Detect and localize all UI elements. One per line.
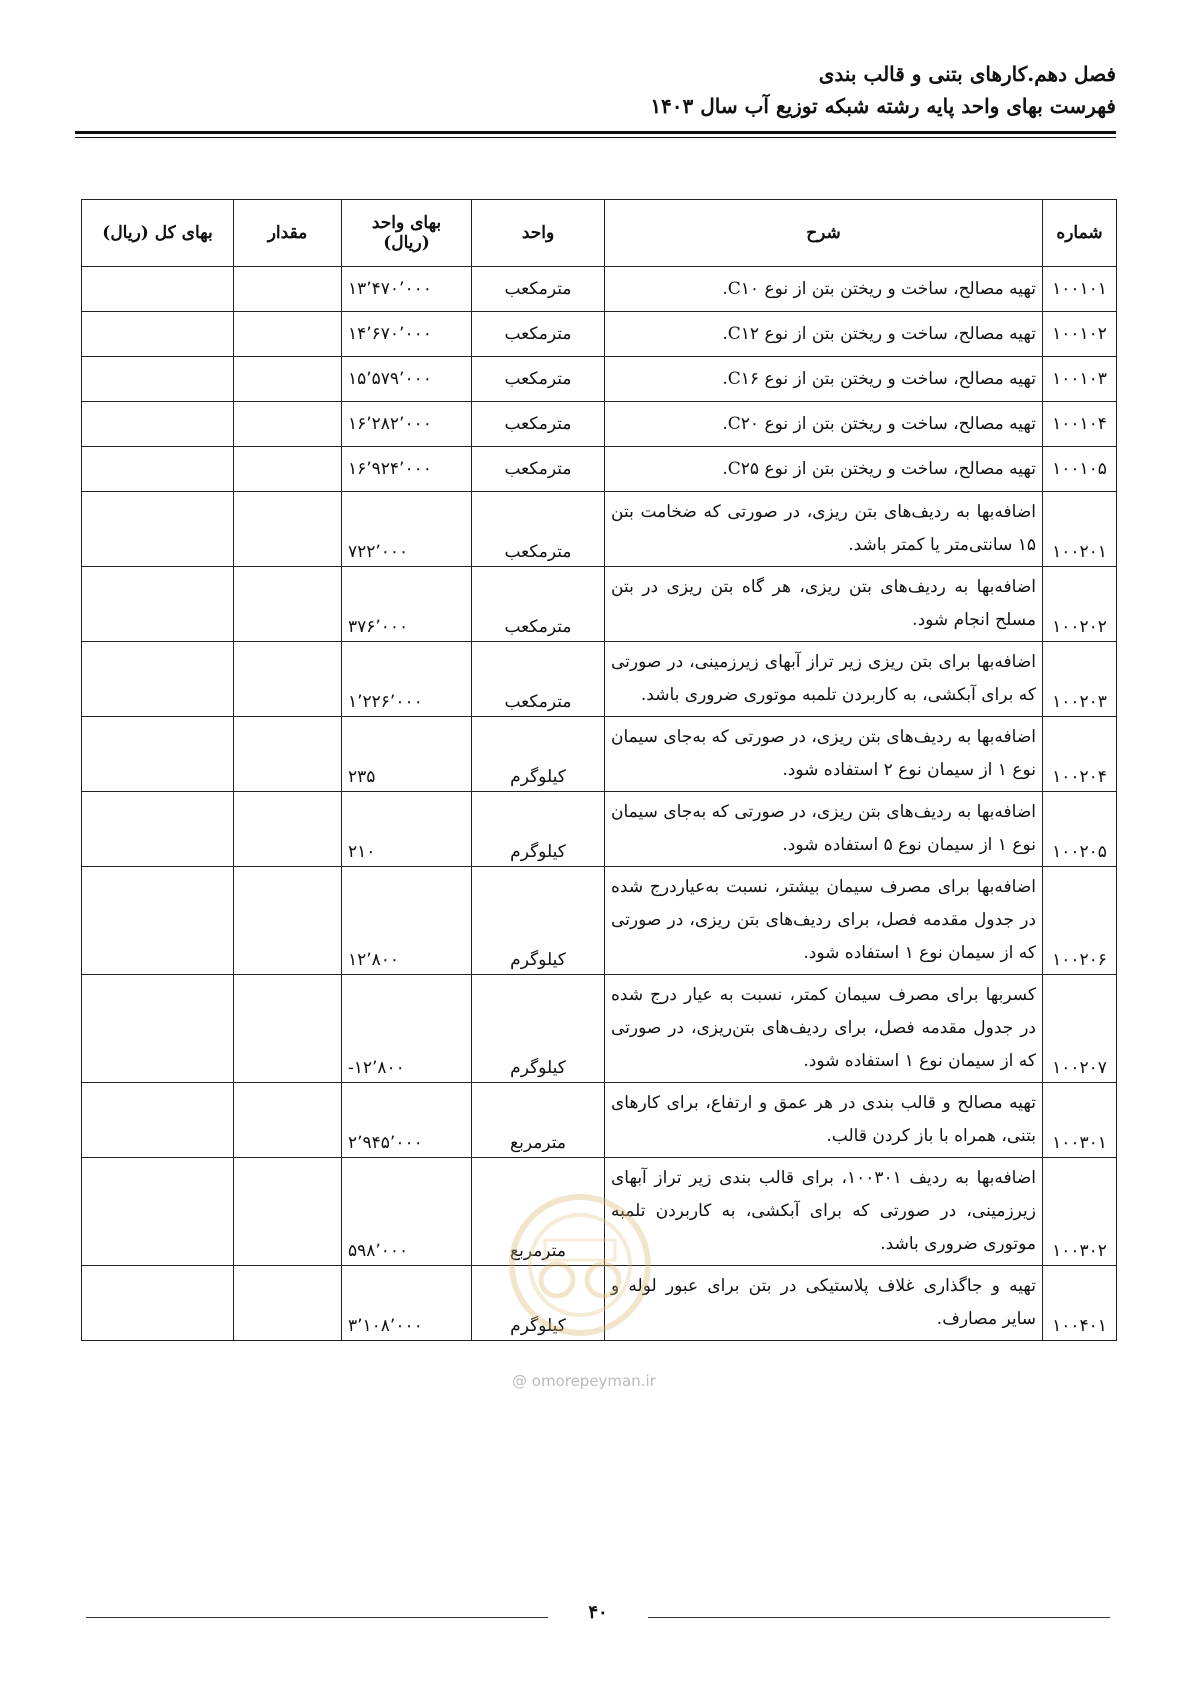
row-total-price (82, 312, 234, 357)
row-unit: کیلوگرم (472, 975, 605, 1083)
table-row (82, 1266, 1117, 1341)
row-total-price (82, 867, 234, 975)
row-unit-price: ۱۶٬۲۸۲٬۰۰۰ (342, 402, 472, 447)
row-unit: مترمکعب (472, 447, 605, 492)
table-row (82, 492, 1117, 567)
footer-rule-left (86, 1617, 548, 1618)
row-unit: کیلوگرم (472, 717, 605, 792)
row-unit-price: -۱۲٬۸۰۰ (342, 975, 472, 1083)
table-row (82, 267, 1117, 312)
row-unit-price: ۲۳۵ (342, 717, 472, 792)
row-unit: کیلوگرم (472, 867, 605, 975)
row-unit-price: ۵۹۸٬۰۰۰ (342, 1158, 472, 1266)
row-code: ۱۰۰۲۰۶ (1043, 867, 1117, 975)
row-quantity (234, 312, 342, 357)
row-code: ۱۰۰۲۰۵ (1043, 792, 1117, 867)
row-total-price (82, 642, 234, 717)
row-total-price (82, 792, 234, 867)
row-description: اضافه‌بها به ردیف‌های بتن ریزی، در صورتی که به‌جای سیمان نوع ۱ از سیمان نوع ۲ استفاده شود. (605, 717, 1043, 792)
row-code: ۱۰۰۲۰۳ (1043, 642, 1117, 717)
row-quantity (234, 1083, 342, 1158)
row-code: ۱۰۰۲۰۱ (1043, 492, 1117, 567)
row-total-price (82, 1083, 234, 1158)
row-description: کسربها برای مصرف سیمان کمتر، نسبت به عیار درج شده در جدول مقدمه فصل، برای ردیف‌های بتن‌ریزی، در صورتی که از سیمان نوع ۱ استفاده شود. (605, 975, 1043, 1083)
row-total-price (82, 1266, 234, 1341)
table-row (82, 642, 1117, 717)
row-description: تهیه مصالح، ساخت و ریختن بتن از نوع C۲۵. (605, 447, 1043, 492)
row-description: اضافه‌بها به ردیف‌های بتن ریزی، در صورتی که به‌جای سیمان نوع ۱ از سیمان نوع ۵ استفاده شود. (605, 792, 1043, 867)
row-code: ۱۰۰۴۰۱ (1043, 1266, 1117, 1341)
page-number: ۴۰ (588, 1602, 608, 1623)
row-unit-price: ۱۴٬۶۷۰٬۰۰۰ (342, 312, 472, 357)
row-description: اضافه‌بها برای مصرف سیمان بیشتر، نسبت به‌عیاردرج شده در جدول مقدمه فصل، برای ردیف‌های بتن ریزی، در صورتی که از سیمان نوع ۱ استفاده شود. (605, 867, 1043, 975)
row-code: ۱۰۰۱۰۴ (1043, 402, 1117, 447)
table-row (82, 402, 1117, 447)
row-description: تهیه مصالح، ساخت و ریختن بتن از نوع C۱۰. (605, 267, 1043, 312)
row-code: ۱۰۰۳۰۱ (1043, 1083, 1117, 1158)
table-row (82, 975, 1117, 1083)
watermark-site: @ omorepeyman.ir (512, 1372, 656, 1390)
row-total-price (82, 567, 234, 642)
row-code: ۱۰۰۱۰۵ (1043, 447, 1117, 492)
row-unit-price: ۱۶٬۹۲۴٬۰۰۰ (342, 447, 472, 492)
row-quantity (234, 867, 342, 975)
row-description: اضافه‌بها به ردیف‌های بتن ریزی، در صورتی که ضخامت بتن ۱۵ سانتی‌متر یا کمتر باشد. (605, 492, 1043, 567)
row-total-price (82, 1158, 234, 1266)
row-unit-price: ۳٬۱۰۸٬۰۰۰ (342, 1266, 472, 1341)
row-code: ۱۰۰۲۰۴ (1043, 717, 1117, 792)
row-unit-price: ۲۱۰ (342, 792, 472, 867)
table-row (82, 867, 1117, 975)
row-unit-price: ۲٬۹۴۵٬۰۰۰ (342, 1083, 472, 1158)
header-qty: مقدار (234, 200, 342, 267)
row-quantity (234, 267, 342, 312)
table-row (82, 792, 1117, 867)
price-list-table (81, 199, 1117, 1341)
table-header-row (82, 200, 1117, 267)
row-unit-price: ۱۳٬۴۷۰٬۰۰۰ (342, 267, 472, 312)
row-unit: کیلوگرم (472, 1266, 605, 1341)
row-quantity (234, 1266, 342, 1341)
row-description: تهیه مصالح، ساخت و ریختن بتن از نوع C۱۲. (605, 312, 1043, 357)
row-description: تهیه مصالح، ساخت و ریختن بتن از نوع C۲۰. (605, 402, 1043, 447)
row-unit: مترمکعب (472, 492, 605, 567)
row-unit: مترمکعب (472, 312, 605, 357)
row-unit: مترمکعب (472, 357, 605, 402)
row-code: ۱۰۰۳۰۲ (1043, 1158, 1117, 1266)
header-rule-thick (75, 131, 1116, 134)
row-total-price (82, 717, 234, 792)
table-row (82, 312, 1117, 357)
footer-rule-right (648, 1617, 1110, 1618)
row-description: اضافه‌بها به ردیف‌های بتن ریزی، هر گاه بتن ریزی در بتن مسلح انجام شود. (605, 567, 1043, 642)
row-quantity (234, 642, 342, 717)
row-code: ۱۰۰۱۰۱ (1043, 267, 1117, 312)
row-unit: کیلوگرم (472, 792, 605, 867)
row-quantity (234, 492, 342, 567)
row-quantity (234, 447, 342, 492)
page-header (75, 58, 1116, 122)
row-unit: مترمکعب (472, 642, 605, 717)
row-unit: مترمکعب (472, 267, 605, 312)
table-row (82, 1083, 1117, 1158)
row-unit: مترمکعب (472, 402, 605, 447)
row-total-price (82, 975, 234, 1083)
row-description: اضافه‌بها برای بتن ریزی زیر تراز آبهای زیرزمینی، در صورتی که برای آبکشی، به کاربردن تلمبه موتوری ضروری باشد. (605, 642, 1043, 717)
row-unit-price: ۱۲٬۸۰۰ (342, 867, 472, 975)
row-code: ۱۰۰۱۰۳ (1043, 357, 1117, 402)
row-quantity (234, 717, 342, 792)
header-desc: شرح (605, 200, 1043, 267)
header-unit: واحد (472, 200, 605, 267)
row-code: ۱۰۰۲۰۷ (1043, 975, 1117, 1083)
row-quantity (234, 1158, 342, 1266)
row-code: ۱۰۰۲۰۲ (1043, 567, 1117, 642)
row-unit-price: ۱٬۲۲۶٬۰۰۰ (342, 642, 472, 717)
row-unit-price: ۱۵٬۵۷۹٬۰۰۰ (342, 357, 472, 402)
row-total-price (82, 402, 234, 447)
row-description: اضافه‌بها به ردیف ۱۰۰۳۰۱، برای قالب بندی زیر تراز آبهای زیرزمینی، در صورتی که برای آبکشی، به کاربردن تلمبه موتوری ضروری باشد. (605, 1158, 1043, 1266)
table-row (82, 1158, 1117, 1266)
row-total-price (82, 492, 234, 567)
row-quantity (234, 402, 342, 447)
row-quantity (234, 792, 342, 867)
table-row (82, 447, 1117, 492)
row-total-price (82, 447, 234, 492)
document-subtitle: فهرست بهای واحد پایه رشته شبکه توزیع آب سال ۱۴۰۳ (650, 94, 1116, 118)
header-rule-thin (75, 137, 1116, 138)
row-total-price (82, 267, 234, 312)
table-row (82, 717, 1117, 792)
row-quantity (234, 357, 342, 402)
row-unit-price: ۷۲۲٬۰۰۰ (342, 492, 472, 567)
header-code: شماره (1043, 200, 1117, 267)
table-row (82, 567, 1117, 642)
chapter-title: فصل دهم.کارهای بتنی و قالب بندی (818, 62, 1116, 86)
table-row (82, 357, 1117, 402)
row-quantity (234, 975, 342, 1083)
row-total-price (82, 357, 234, 402)
row-unit: مترمربع (472, 1158, 605, 1266)
header-total: بهای کل (ریال) (82, 200, 234, 267)
row-quantity (234, 567, 342, 642)
row-description: تهیه مصالح و قالب بندی در هر عمق و ارتفاع، برای کارهای بتنی، همراه با باز کردن قالب. (605, 1083, 1043, 1158)
row-code: ۱۰۰۱۰۲ (1043, 312, 1117, 357)
row-unit: مترمربع (472, 1083, 605, 1158)
row-description: تهیه و جاگذاری غلاف پلاستیکی در بتن برای عبور لوله و سایر مصارف. (605, 1266, 1043, 1341)
row-unit: مترمکعب (472, 567, 605, 642)
row-unit-price: ۳۷۶٬۰۰۰ (342, 567, 472, 642)
row-description: تهیه مصالح، ساخت و ریختن بتن از نوع C۱۶. (605, 357, 1043, 402)
header-unit-price: بهای واحد (ریال) (342, 200, 472, 267)
